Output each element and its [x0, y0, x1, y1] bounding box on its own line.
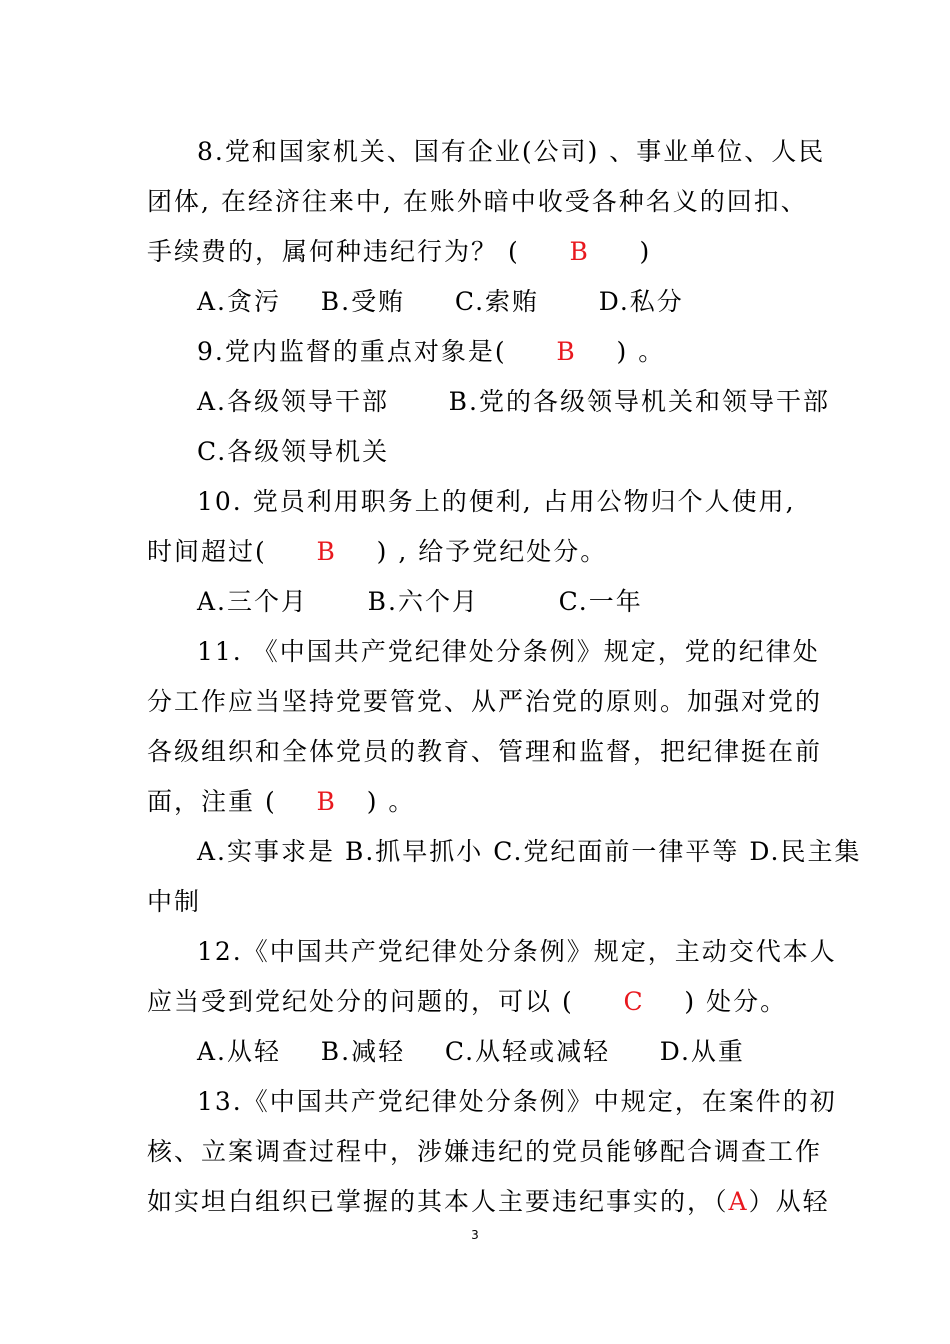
text: A.三个月 B.六个月 C.一年 — [197, 587, 643, 616]
text: ) , 给予党纪处分。 — [336, 537, 608, 566]
question-12-line-1 — [197, 927, 837, 977]
text: ) 。 — [576, 337, 666, 366]
question-10-options — [197, 577, 817, 627]
text: 如实坦白组织已掌握的其本人主要违纪事实的，（ — [147, 1187, 729, 1216]
text: 13.《中国共产党纪律处分条例》中规定，在案件的初 — [197, 1087, 837, 1116]
question-11-line-2 — [147, 677, 823, 727]
question-12-options — [197, 1027, 817, 1077]
text: 时间超过( — [147, 537, 317, 566]
text: 应当受到党纪处分的问题的，可以 ( — [147, 987, 624, 1016]
text: 8.党和国家机关、国有企业(公司) 、事业单位、人民 — [197, 137, 826, 166]
text: 团体, 在经济往来中, 在账外暗中收受各种名义的回扣、 — [147, 187, 808, 216]
question-8-line-3 — [147, 227, 817, 277]
question-11-line-3 — [147, 727, 823, 777]
answer-8: B — [569, 237, 590, 266]
text: 各级组织和全体党员的教育、管理和监督，把纪律挺在前 — [147, 737, 823, 766]
text: A.实事求是 B.抓早抓小 C.党纪面前一律平等 D.民主集 — [197, 837, 862, 866]
answer-11: B — [316, 787, 337, 816]
text: A.从轻 B.减轻 C.从轻或减轻 D.从重 — [197, 1037, 745, 1066]
question-13-line-1 — [197, 1077, 837, 1127]
question-13-line-2 — [147, 1127, 823, 1177]
text: A.各级领导干部 B.党的各级领导机关和领导干部 — [197, 387, 831, 416]
answer-10: B — [316, 537, 337, 566]
text: ）从轻 — [748, 1187, 830, 1216]
question-9-options-1 — [197, 377, 831, 427]
text: 12.《中国共产党纪律处分条例》规定，主动交代本人 — [197, 937, 837, 966]
text: 11. 《中国共产党纪律处分条例》规定，党的纪律处 — [197, 637, 820, 666]
question-8-options — [197, 277, 817, 327]
question-11-line-4 — [147, 777, 817, 827]
question-10-line-2 — [147, 527, 817, 577]
question-9-line-1 — [197, 327, 817, 377]
text: ) — [589, 237, 652, 266]
text: 9.党内监督的重点对象是( — [197, 337, 557, 366]
text: 10. 党员利用职务上的便利, 占用公物归个人使用, — [197, 487, 796, 516]
text: 面，注重 ( — [147, 787, 317, 816]
answer-12: C — [623, 987, 645, 1016]
question-8-line-1 — [197, 127, 826, 177]
question-10-line-1 — [197, 477, 817, 527]
answer-9: B — [556, 337, 577, 366]
question-13-line-3 — [147, 1177, 830, 1227]
text: A.贪污 B.受贿 C.索贿 D.私分 — [197, 287, 684, 316]
text: 中制 — [147, 887, 202, 916]
text: 核、立案调查过程中，涉嫌违纪的党员能够配合调查工作 — [147, 1137, 823, 1166]
question-12-line-2 — [147, 977, 817, 1027]
text: ) 。 — [336, 787, 416, 816]
text: 手续费的，属何种违纪行为？ ( — [147, 237, 570, 266]
question-9-options-2 — [197, 427, 817, 477]
text: 分工作应当坚持党要管党、从严治党的原则。加强对党的 — [147, 687, 823, 716]
question-8-line-2 — [147, 177, 817, 227]
question-11-options-2 — [147, 877, 817, 927]
text: ) 处分。 — [644, 987, 788, 1016]
question-11-options-1 — [197, 827, 862, 877]
page-number: 3 — [471, 1228, 479, 1242]
answer-13: A — [728, 1187, 749, 1216]
text: C.各级领导机关 — [197, 437, 390, 466]
question-11-line-1 — [197, 627, 820, 677]
